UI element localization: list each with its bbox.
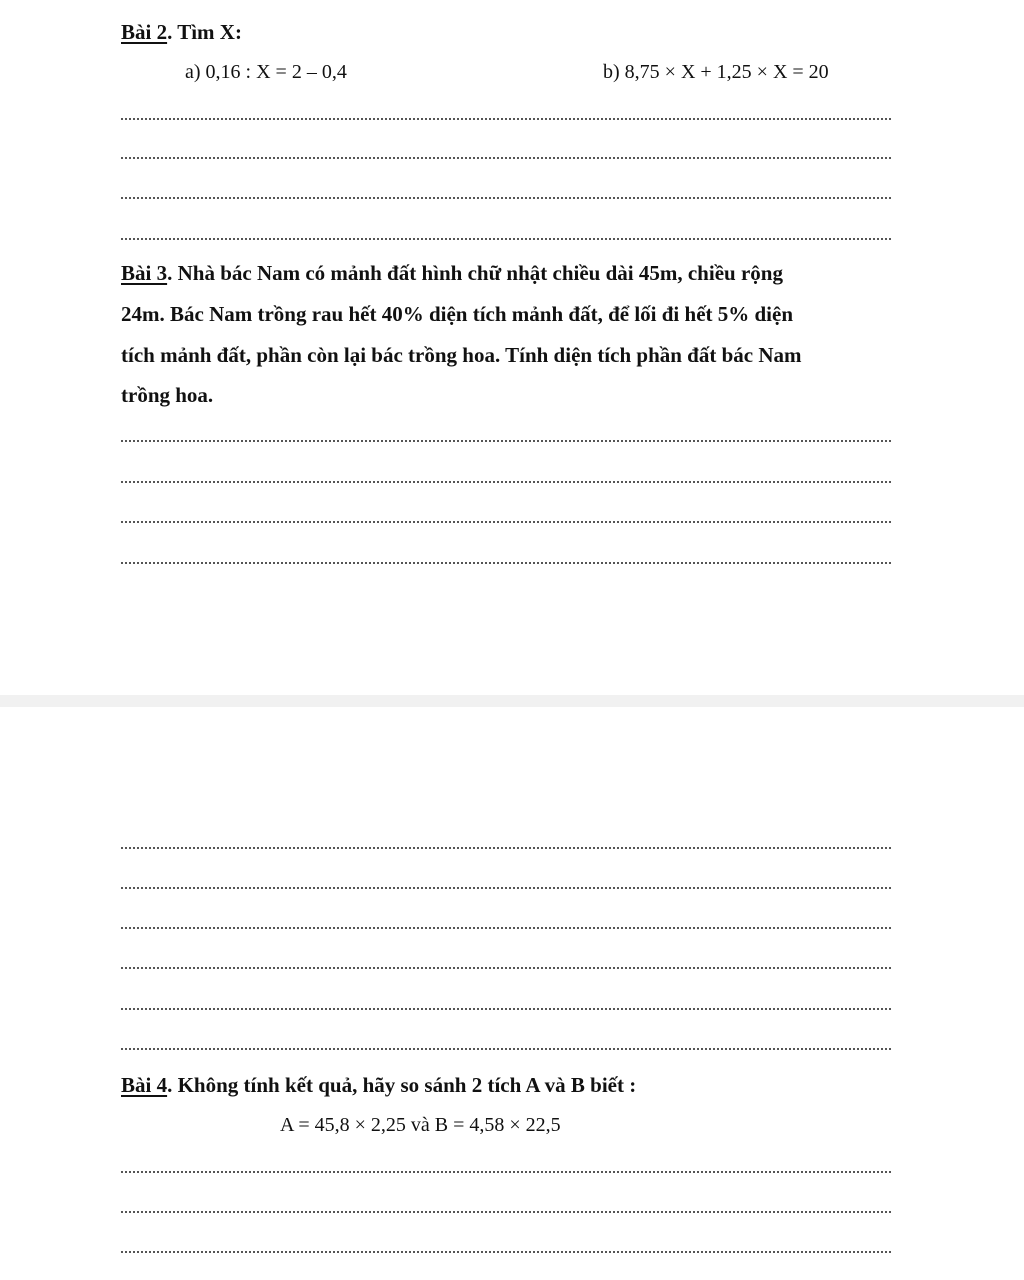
bai2-number: Bài 2 — [121, 20, 168, 44]
answer-line — [121, 1008, 891, 1010]
bai4-heading — [121, 1071, 636, 1099]
bai2-title: . Tìm X: — [167, 20, 242, 44]
bai3-line-1 — [121, 259, 911, 287]
answer-line — [121, 967, 891, 969]
answer-line — [121, 521, 891, 523]
answer-line — [121, 927, 891, 929]
page-separator — [0, 695, 1024, 707]
worksheet-page-2 — [0, 707, 1024, 1280]
answer-line — [121, 481, 891, 483]
answer-line — [121, 887, 891, 889]
bai4-title: . Không tính kết quả, hãy so sánh 2 tích A và B biết : — [167, 1073, 637, 1097]
bai3-line-2: 24m. Bác Nam trồng rau hết 40% diện tích mảnh đất, để lối đi hết 5% diện — [121, 302, 794, 326]
bai2-heading — [121, 18, 242, 46]
bai4-expression: A = 45,8 × 2,25 và B = 4,58 × 22,5 — [280, 1114, 561, 1136]
answer-line — [121, 118, 891, 120]
bai3-line-1-text: . Nhà bác Nam có mảnh đất hình chữ nhật chiều dài 45m, chiều rộng — [167, 261, 783, 285]
answer-line — [121, 1048, 891, 1050]
answer-line — [121, 1171, 891, 1173]
bai4-number: Bài 4 — [121, 1073, 168, 1097]
bai3-number: Bài 3 — [121, 261, 168, 285]
bai3-line-3: tích mảnh đất, phần còn lại bác trồng hoa. Tính diện tích phần đất bác Nam — [121, 343, 802, 367]
answer-line — [121, 1251, 891, 1253]
bai2-equation-a: a) 0,16 : X = 2 – 0,4 — [185, 61, 347, 83]
bai3-line-4: trồng hoa. — [121, 383, 214, 407]
answer-line — [121, 197, 891, 199]
answer-line — [121, 1211, 891, 1213]
answer-line — [121, 440, 891, 442]
answer-line — [121, 238, 891, 240]
answer-line — [121, 562, 891, 564]
answer-line — [121, 157, 891, 159]
answer-line — [121, 847, 891, 849]
bai2-equation-b: b) 8,75 × X + 1,25 × X = 20 — [603, 61, 829, 83]
